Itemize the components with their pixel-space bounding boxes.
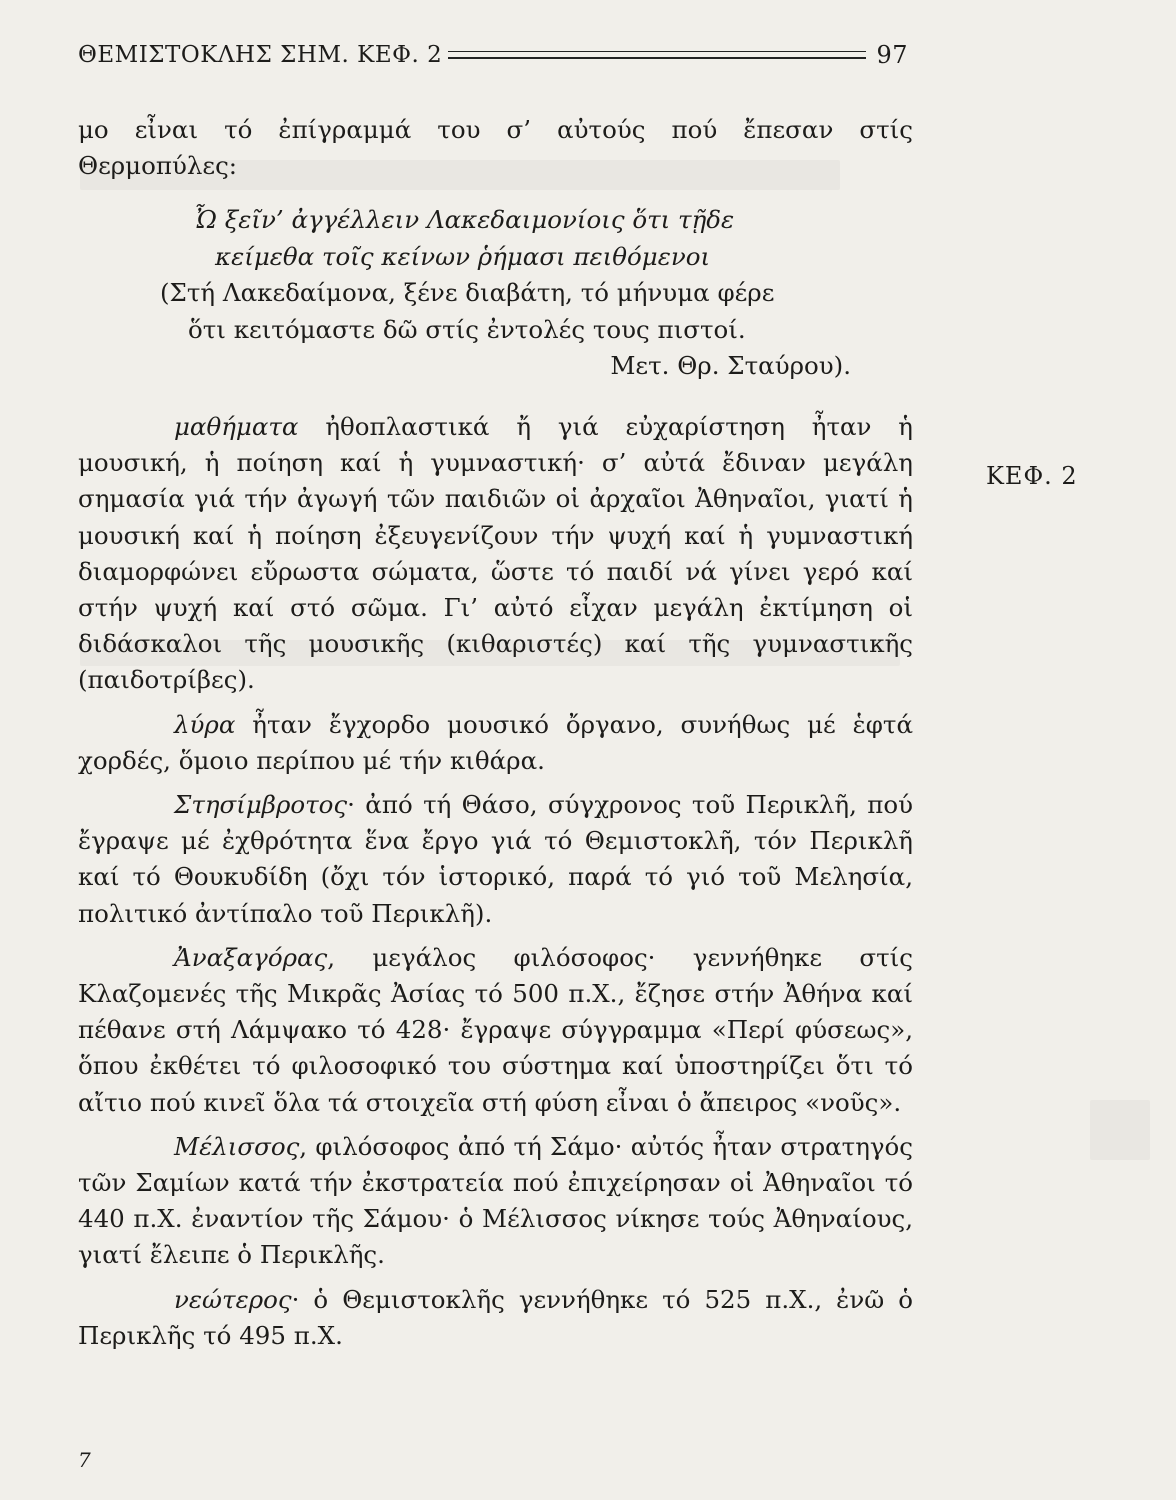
entry-text: , μεγάλος φιλόσοφος· γεννήθηκε στίς Κλαζομενές τῆς Μικρᾶς Ἀσίας τό 500 π.Χ., ἔζησε στήν Ἀθήνα καί πέθανε στή Λάμψακο τό 428· ἔγραψε σύγγραμμα «Περί φύσεως», ὅπου ἐκθέτει τό φιλοσοφικό του σύστημα καί ὑποστηρίζει ὅτι τό αἴτιο πού κινεῖ ὅλα τά στοιχεῖα στή φύση εἶναι ὁ ἄπειρος «νοῦς». (78, 942, 913, 1117)
entry-paragraph (78, 409, 913, 699)
epigram-block (78, 202, 913, 385)
bleed-through-shade (1090, 1100, 1150, 1160)
entry-text: · ὁ Θεμιστοκλῆς γεννήθηκε τό 525 π.Χ., ἐνῶ ὁ Περικλῆς τό 495 π.Χ. (78, 1284, 913, 1350)
translator-credit: Μετ. Θρ. Σταύρου). (610, 351, 851, 381)
entry-term: νεώτερος (174, 1284, 292, 1314)
entry-text: · ἀπό τή Θάσο, σύγχρονος τοῦ Περικλῆ, πού ἔγραψε μέ ἐχθρότητα ἕνα ἔργο γιά τό Θεμιστοκλῆ, τόν Περικλῆ καί τό Θουκυδίδη (ὄχι τόν ἱστορικό, παρά τό γιό τοῦ Μελησία, πολιτικό ἀντίπαλο τοῦ Περικλῆ). (78, 789, 913, 928)
entry-term: μαθήματα (174, 411, 299, 441)
entry-paragraph (78, 1282, 913, 1354)
epigram-line: Ὦ ξεῖν’ ἀγγέλλειν Λακεδαιμονίοις ὅτι τῇδε (194, 205, 735, 235)
entry-paragraph (78, 707, 913, 779)
entry-term: Ἀναξαγόρας (174, 942, 328, 972)
entry-paragraph (78, 787, 913, 932)
signature-mark: 7 (78, 1448, 91, 1472)
entry-text: , φιλόσοφος ἀπό τή Σάμο· αὐτός ἦταν στρατηγός τῶν Σαμίων κατά τήν ἐκστρατεία πού ἐπιχείρησαν οἱ Ἀθηναῖοι τό 440 π.Χ. ἐναντίον τῆς Σάμου· ὁ Μέλισσος νίκησε τούς Ἀθηναίους, γιατί ἔλειπε ὁ Περικλῆς. (78, 1131, 913, 1270)
chapter-margin-note: ΚΕΦ. 2 (986, 462, 1078, 490)
running-header (78, 38, 908, 72)
page-number: 97 (876, 41, 908, 69)
main-text (78, 112, 913, 1354)
entry-text: ἠθοπλαστικά ἤ γιά εὐχαρίστηση ἦταν ἡ μουσική, ἡ ποίηση καί ἡ γυμναστική· σ’ αὐτά ἔδιναν μεγάλη σημασία γιά τήν ἀγωγή τῶν παιδιῶν οἱ ἀρχαῖοι Ἀθηναῖοι, γιατί ἡ μουσική καί ἡ ποίηση ἐξευγενίζουν τήν ψυχή καί ἡ γυμναστική διαμορφώνει εὔρωστα σώματα, ὥστε τό παιδί νά γίνει γερό καί στήν ψυχή καί στό σῶμα. Γι’ αὐτό εἶχαν μεγάλη ἐκτίμηση οἱ διδάσκαλοι τῆς μουσικῆς (κιθαριστές) καί τῆς γυμναστικῆς (παιδοτρίβες). (78, 411, 913, 695)
entry-paragraph (78, 1129, 913, 1274)
entry-text: ἦταν ἔγχορδο μουσικό ὄργανο, συνήθως μέ ἑφτά χορδές, ὅμοιο περίπου μέ τήν κιθάρα. (78, 709, 913, 775)
epigram-line: κείμεθα τοῖς κείνων ῥήμασι πειθόμενοι (215, 241, 711, 271)
intro-paragraph: μο εἶναι τό ἐπίγραμμά του σ’ αὐτούς πού ἔπεσαν στίς Θερμοπύλες: (78, 115, 913, 181)
running-header-title: ΘΕΜΙΣΤΟΚΛΗΣ ΣΗΜ. ΚΕΦ. 2 (78, 42, 443, 68)
entry-paragraph (78, 940, 913, 1121)
translation-line: ὅτι κειτόμαστε δῶ στίς ἐντολές τους πιστοί. (188, 314, 746, 344)
entry-term: Στησίμβροτος (174, 789, 348, 819)
translation-line: (Στή Λακεδαίμονα, ξένε διαβάτη, τό μήνυμα φέρε (160, 278, 775, 308)
entry-term: Μέλισσος (174, 1131, 300, 1161)
entry-term: λύρα (174, 709, 236, 739)
header-rule (448, 51, 866, 59)
